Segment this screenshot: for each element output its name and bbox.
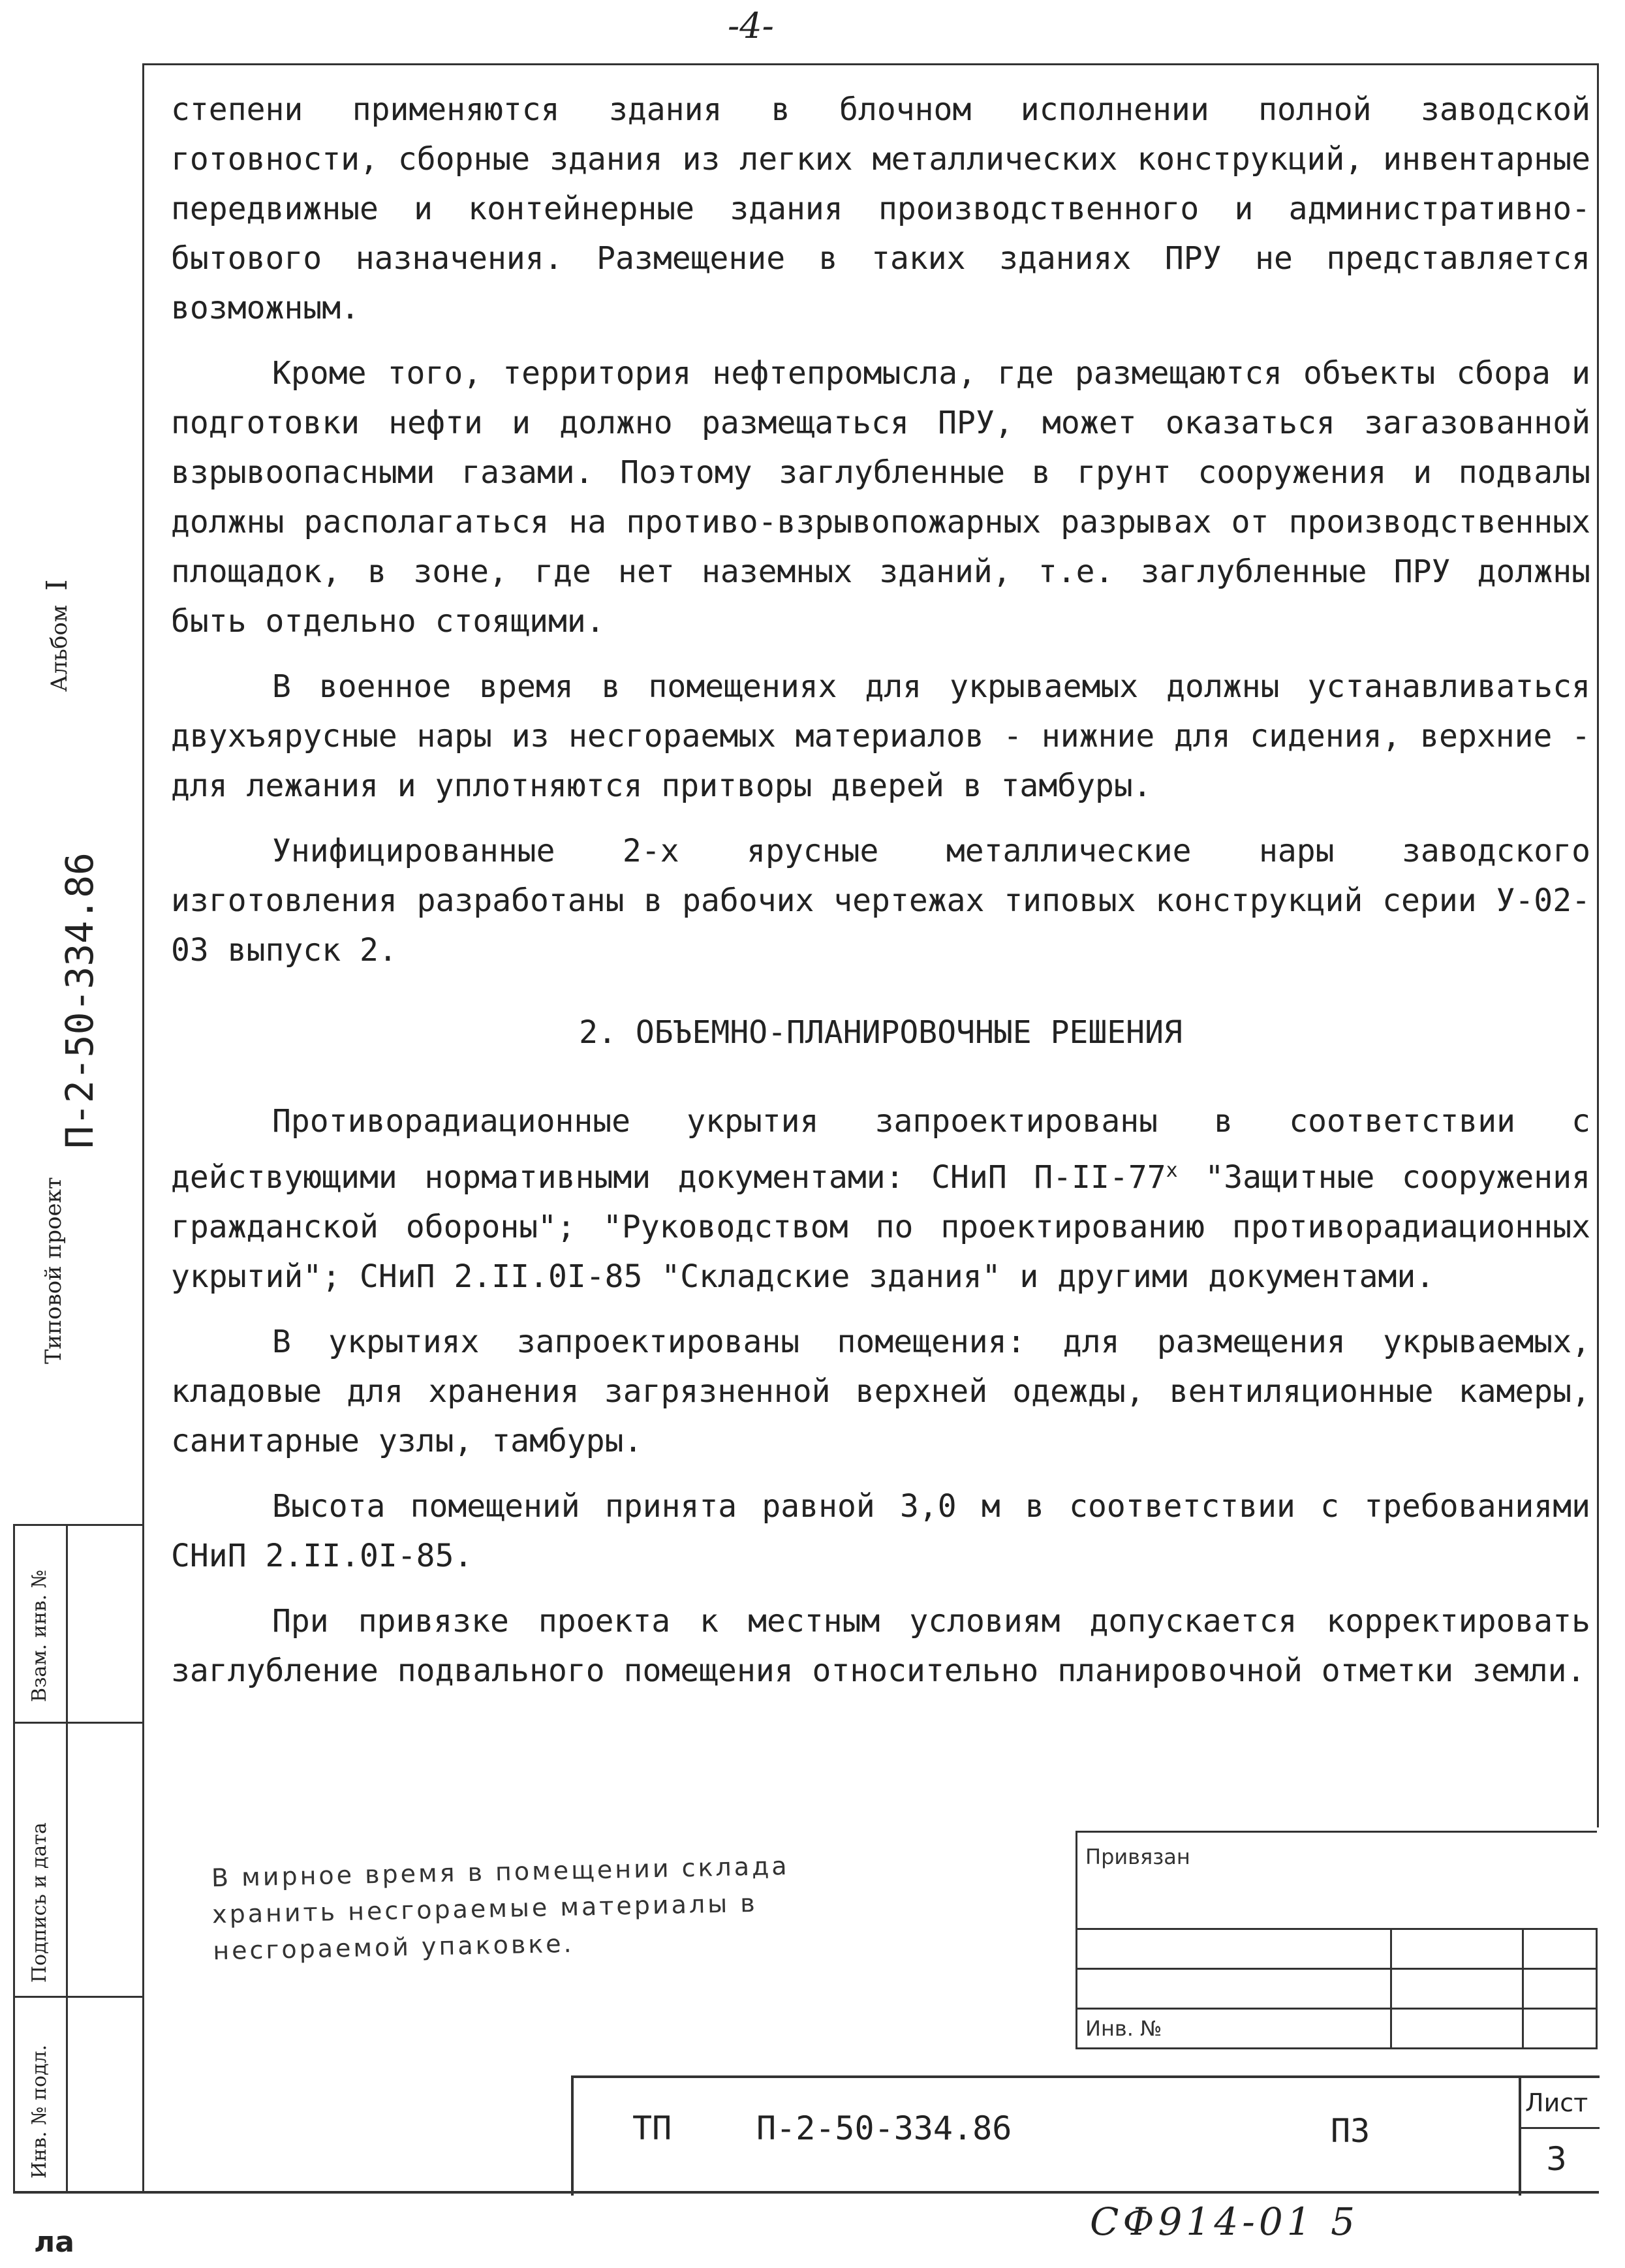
- paragraph: При привязке проекта к местным условиям допускается корректировать заглубление подвального помещения относительно планировочной отметки земли.: [171, 1603, 1590, 1689]
- stamp-divider: [15, 1996, 144, 1998]
- archive-code: СФ914-01 5: [1090, 2199, 1359, 2244]
- stamp-divider: [15, 1722, 144, 1724]
- paragraph: Высота помещений принята равной 3,0 м в соответствии с требованиями СНиП 2.II.0I-85.: [171, 1488, 1590, 1574]
- binding-cell: [1523, 2009, 1597, 2049]
- binding-label: Привязан: [1077, 1832, 1597, 1929]
- stamp-label: Подпись и дата: [28, 1822, 51, 1983]
- sheet-label: Лист: [1525, 2089, 1588, 2117]
- binding-cell: [1077, 1969, 1391, 2009]
- stamp-label: Инв. № подл.: [28, 2044, 51, 2179]
- document-code: П-2-50-334.86: [756, 2109, 1012, 2147]
- paragraph: [171, 1096, 1590, 1301]
- paragraph: В военное время в помещениях для укрываемых должны устанавливаться двухъярусные нары из несгораемых материалов - нижние для сидения, верхние - для лежания и уплотняются притворы дверей в тамбуры.: [171, 668, 1590, 804]
- project-code: П-2-50-334.86: [57, 852, 102, 1149]
- paragraph: Кроме того, территория нефтепромысла, где размещаются объекты сбора и подготовки нефти и должно размещаться ПРУ, может оказаться загазованной взрывоопасными газами. Поэтому заглубленные в грунт сооружения и подвалы должны располагаться на противо-взрывопожарных разрывах от производственных площадок, в зоне, где нет наземных зданий, т.е. заглубленные ПРУ должны быть отдельно стоящими.: [171, 355, 1590, 640]
- album-label: [40, 580, 74, 692]
- project-label: Типовой проект: [40, 1177, 67, 1364]
- binding-cell: [1391, 1969, 1523, 2009]
- binding-cell: [1523, 1969, 1597, 2009]
- binding-cell: [1391, 1929, 1523, 1969]
- left-stamp-box: [13, 1524, 144, 2193]
- album-number: I: [40, 579, 74, 591]
- binding-inv-label: Инв. №: [1077, 2009, 1391, 2049]
- paragraph: Унифицированные 2-х ярусные металлические нары заводского изготовления разработаны в рабочих чертежах типовых конструкций серии У-02-03 выпуск 2.: [171, 833, 1590, 969]
- corner-mark: ла: [34, 2226, 74, 2259]
- tp-label: ТП: [632, 2109, 672, 2147]
- sheet-divider: [1519, 2127, 1600, 2129]
- binding-cell: [1391, 2009, 1523, 2049]
- sheet-divider: [1519, 2078, 1521, 2196]
- section-heading: 2. ОБЪЕМНО-ПЛАНИРОВОЧНЫЕ РЕШЕНИЯ: [579, 1014, 1183, 1051]
- binding-cell: [1523, 1929, 1597, 1969]
- page-number: -4-: [728, 5, 774, 46]
- document-body: [171, 85, 1590, 1711]
- paragraph-text: "Защитные сооружения гражданской обороны"; "Руководством по проектированию противорадиационных укрытий"; СНиП 2.II.0I-85 "Складские здания" и другими документами.: [171, 1159, 1590, 1295]
- binding-table: [1076, 1831, 1598, 2049]
- sheet-number: 3: [1546, 2140, 1567, 2178]
- album-text: Альбом: [46, 604, 72, 692]
- stamp-label: Взам. инв. №: [28, 1569, 51, 1702]
- frame-top-border: [142, 63, 1599, 65]
- paragraph: В укрытиях запроектированы помещения: для размещения укрываемых, кладовые для хранения загрязненной верхней одежды, вентиляционные камеры, санитарные узлы, тамбуры.: [171, 1324, 1590, 1459]
- title-block: [571, 2075, 1600, 2196]
- handwritten-note: В мирное время в помещении склада хранить несгораемые материалы в несгораемой упаковке.: [211, 1851, 790, 1966]
- paragraph-text: Противорадиационные укрытия запроектированы в соответствии с действующими нормативными документами: СНиП П-II-77: [171, 1103, 1590, 1196]
- paragraph: степени применяются здания в блочном исполнении полной заводской готовности, сборные здания из легких металлических конструкций, инвентарные передвижные и контейнерные здания производственного и административно-бытового назначения. Размещение в таких зданиях ПРУ не представляется возможным.: [171, 91, 1590, 326]
- frame-right-border: [1597, 63, 1599, 1827]
- document-type: ПЗ: [1331, 2112, 1370, 2150]
- binding-cell: [1077, 1929, 1391, 1969]
- stamp-divider: [66, 1526, 68, 2193]
- superscript: х: [1166, 1159, 1178, 1182]
